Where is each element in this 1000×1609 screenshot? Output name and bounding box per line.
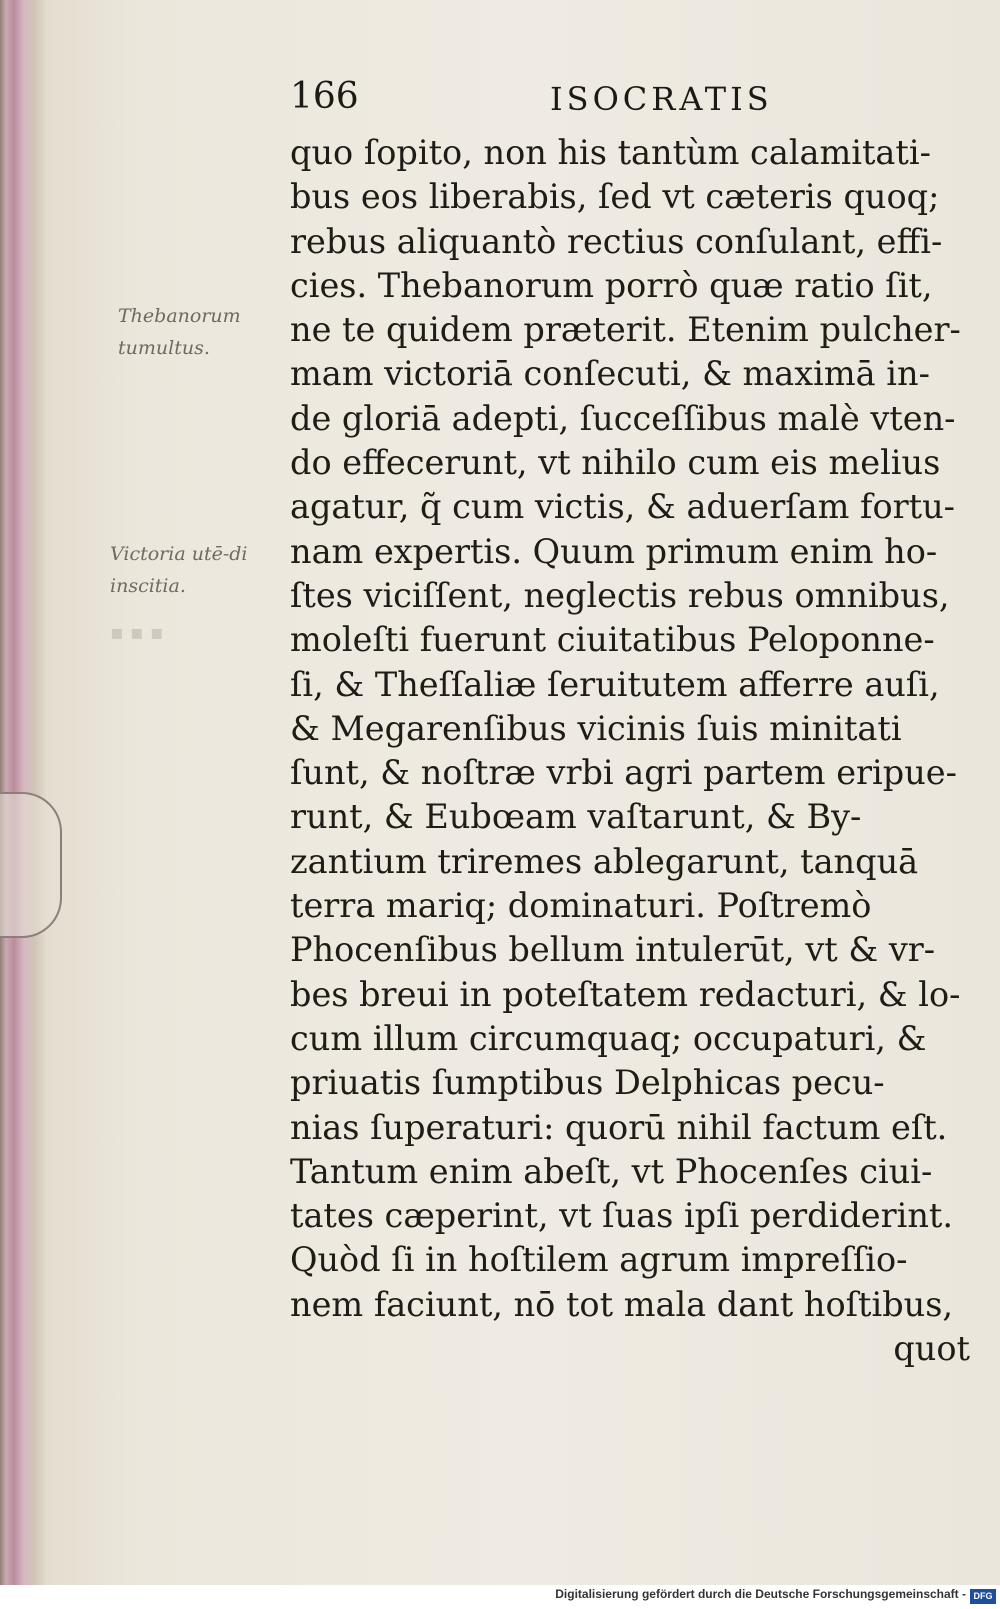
text-line: & Megarenſibus vicinis ſuis minitati <box>290 708 902 748</box>
digitization-footer <box>0 1585 1000 1609</box>
text-line: terra mariq; dominaturi. Poſtremò <box>290 886 872 926</box>
text-line: nem faciunt, nō tot mala dant hoſtibus, <box>290 1284 954 1324</box>
running-title: ISOCRATIS <box>550 80 773 118</box>
text-line: rebus aliquantò rectius conſulant, effi- <box>290 221 943 261</box>
text-line: cum illum circumquaq; occupaturi, & <box>290 1018 927 1058</box>
text-line: mam victoriā conſecuti, & maximā in- <box>290 354 930 394</box>
text-line: nias ſuperaturi: quorū nihil factum eſt. <box>290 1107 948 1147</box>
text-line: tates cæperint, vt ſuas ipſi perdiderint. <box>290 1196 954 1236</box>
text-line: nam expertis. Quum primum enim ho- <box>290 531 938 571</box>
text-line: runt, & Eubœam vaſtarunt, & By- <box>290 797 862 837</box>
book-clasp <box>0 792 62 938</box>
dfg-logo: DFG <box>970 1589 996 1604</box>
text-line: bus eos liberabis, ſed vt cæteris quoq; <box>290 177 940 217</box>
text-line: Phocenſibus bellum intulerūt, vt & vr- <box>290 930 936 970</box>
text-line: Tantum enim abeſt, vt Phocenſes ciui- <box>290 1151 933 1191</box>
text-line: do effecerunt, vt nihilo cum eis melius <box>290 443 941 483</box>
text-line: ſi, & Theſſaliæ ſeruitutem afferre auſi, <box>290 664 940 704</box>
marginal-note: Thebanorum tumultus. <box>118 305 241 359</box>
text-line: de gloriā adepti, ſucceſſibus malè vten- <box>290 398 956 438</box>
text-line: ſunt, & noſtræ vrbi agri partem eripue- <box>290 753 957 793</box>
page-number: 166 <box>290 76 359 117</box>
text-line: ne te quidem præterit. Etenim pulcher- <box>290 310 961 350</box>
page-header <box>290 76 970 120</box>
text-line: bes breui in poteſtatem redacturi, & lo- <box>290 974 961 1014</box>
text-line: agatur, q̃ cum victis, & aduerſam fortu- <box>290 487 955 527</box>
text-line: priuatis ſumptibus Delphicas pecu- <box>290 1063 885 1103</box>
funding-credit: Digitalisierung gefördert durch die Deutsche Forschungsgemeinschaft - <box>555 1587 966 1601</box>
text-line: moleſti fuerunt ciuitatibus Peloponne- <box>290 620 935 660</box>
text-line: ſtes viciſſent, neglectis rebus omnibus, <box>290 575 950 615</box>
text-line: quo ſopito, non his tantùm calamitati- <box>290 133 931 172</box>
marginal-note: Victoria utē-di inscitia. <box>110 543 248 597</box>
text-line: zantium triremes ablegarunt, tanquā <box>290 841 919 881</box>
catchword: quot <box>893 1329 970 1369</box>
text-line: Quòd ſi in hoſtilem agrum impreſſio- <box>290 1240 908 1280</box>
body-text <box>290 131 970 1371</box>
text-line: cies. Thebanorum porrò quæ ratio ſit, <box>290 265 933 305</box>
show-through-text: ▪ ▪ ▪ <box>110 620 164 644</box>
